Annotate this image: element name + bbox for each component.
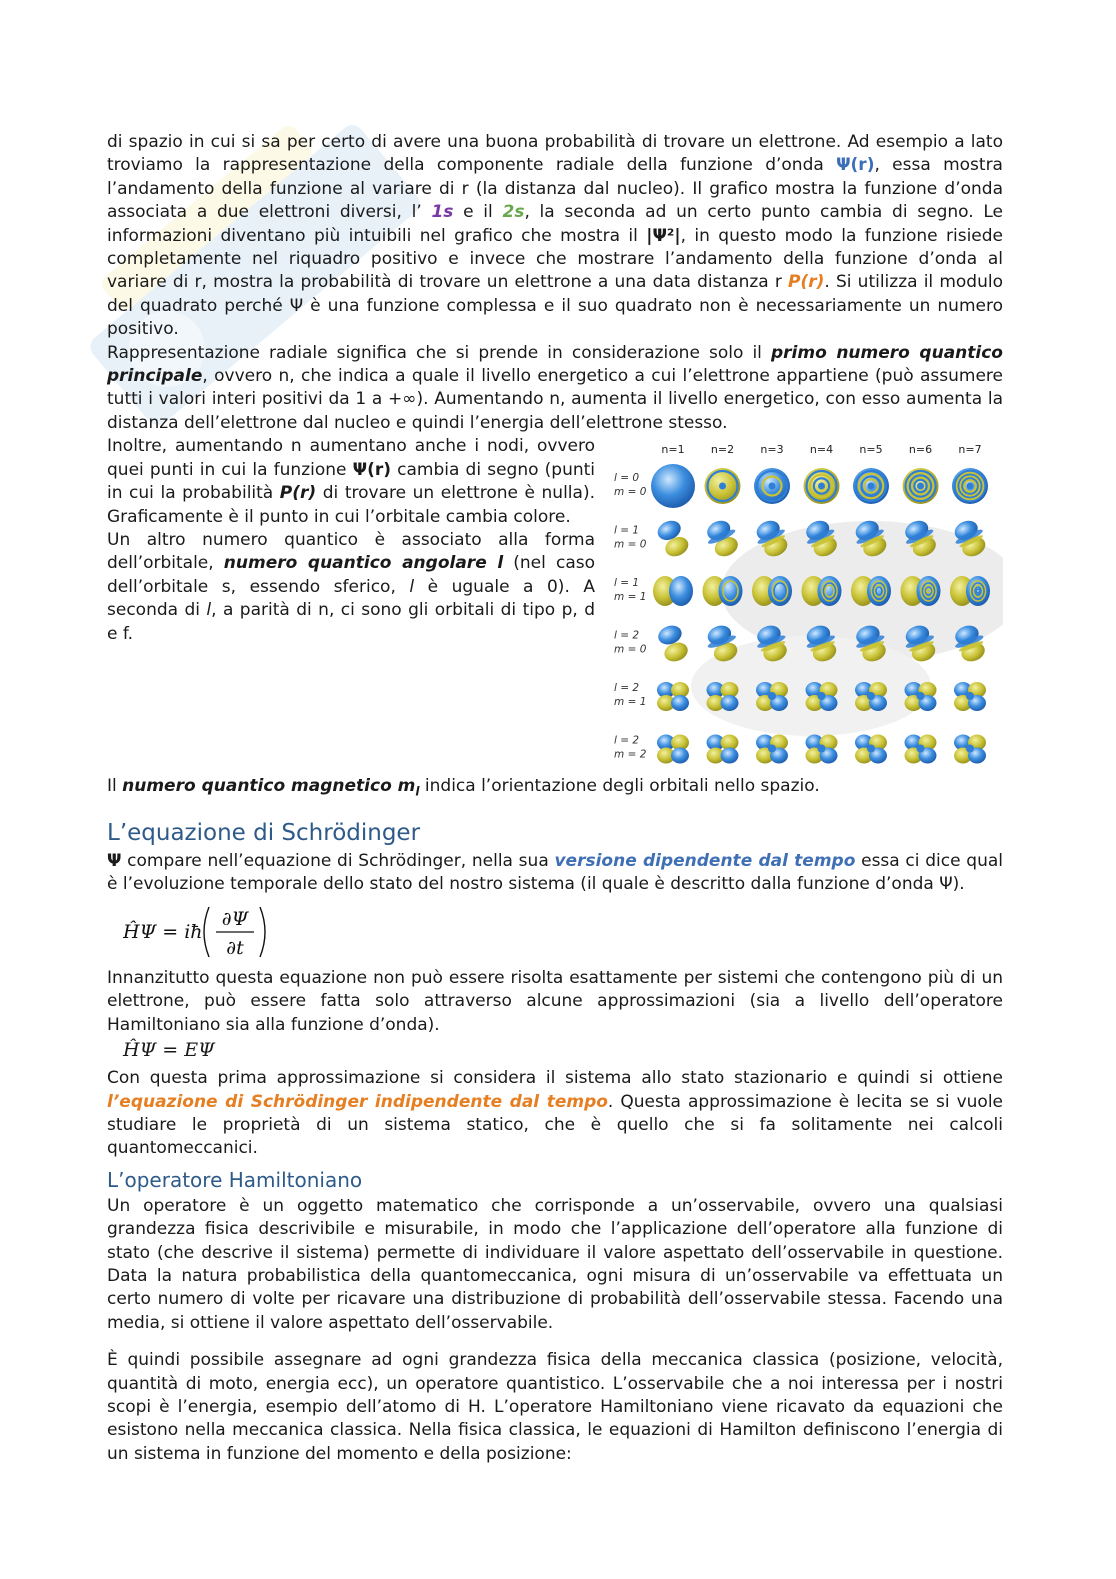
paragraph-angular-quantum-number: Un altro numero quantico è associato alla forma dell’orbitale, numero quantico angolare l (nel caso dell’orbitale s, essendo sferico, l è uguale a 0). A seconda di l, a parità di n, ci sono gli orbitali di tipo p, d e f.	[107, 529, 595, 644]
heading-schrodinger: L’equazione di Schrödinger	[107, 820, 421, 847]
orbital-cell	[905, 682, 937, 711]
orbital-cell	[754, 468, 790, 504]
paragraph-approximations: Innanzitutto questa equazione non può essere risolta esattamente per sistemi che contengono più di un elettrone, può essere fatta solo attraverso alcune approssimazioni (sia a livello dell’operatore Hamiltoniano sia alla funzione d’onda).	[107, 967, 1003, 1035]
paragraph-principal-quantum-number: Rappresentazione radiale significa che si prende in considerazione solo il primo numero quantico principale, ovvero n, che indica a quale il livello energetico a cui l’elettrone appartiene (può assumere tutti i valori interi positivi da 1 a +∞). Aumentando n, aumenta il livello energetico, con esso aumenta la distanza dell’elettrone dal nucleo e quindi l’energia dell’elettrone stesso.	[107, 342, 1003, 433]
equation-time-dependent	[123, 901, 1003, 963]
column-label: n=1	[661, 443, 685, 457]
paragraph-hamilton-equations: È quindi possibile assegnare ad ogni grandezza fisica della meccanica classica (posizione, velocità, quantità di moto, energia ecc), un operatore quantistico. L’osservabile che a noi interessa per i nostri scopi è l’energia, esempio dell’atomo di H. L’operatore Hamiltoniano viene ricavato da equazioni che esistono nella meccanica classica. Nella fisica classica, le equazioni di Hamilton definiscono l’energia di un sistema in funzione del momento e della posizione:	[107, 1350, 1003, 1464]
column-label: n=4	[809, 443, 834, 457]
column-label: n=7	[958, 443, 982, 457]
column-label: n=5	[859, 443, 883, 457]
orbital-cell	[756, 682, 788, 711]
orbital-cell	[901, 576, 941, 606]
orbital-cell	[905, 735, 937, 764]
orbital-cell	[806, 735, 838, 764]
row-label-l: l = 2	[614, 629, 640, 642]
paragraph-stationary-state: Con questa prima approssimazione si considera il sistema allo stato stazionario e quindi si ottiene l’equazione di Schrödinger indipendente dal tempo. Questa approssimazione è lecita se si vuole studiare le proprietà di un sistema statico, che è quello che si fa solitamente nei calcoli quantomeccanici.	[107, 1068, 1004, 1159]
orbital-cell	[653, 576, 693, 606]
orbital-cell	[855, 682, 887, 711]
orbital-cell	[806, 682, 838, 711]
orbital-cell	[851, 576, 891, 606]
row-label-l: l = 1	[614, 524, 640, 537]
row-label-m: m = 0	[614, 643, 647, 656]
orbital-cell	[651, 464, 695, 508]
document-page	[107, 131, 1003, 1466]
equation-numerator: ∂Ψ	[221, 907, 249, 930]
orbital-cell	[804, 468, 840, 504]
orbital-cell	[952, 468, 988, 504]
row-label-l: l = 2	[614, 734, 640, 747]
paragraph-radial-function: di spazio in cui si sa per certo di avere una buona probabilità di trovare un elettrone. Ad esempio a lato troviamo la rappresentazione della componente radiale della funzione d’onda Ψ(r), essa mostra l’andamento della funzione al variare di r (la distanza dal nucleo). Il grafico mostra la funzione d’onda associata a due elettroni diversi, l’ 1s e il 2s, la seconda ad un certo punto cambia di segno. Le informazioni diventano più intuibili nel grafico che mostra il |Ψ²|, in questo modo la funzione risiede completamente nel riquadro positivo e invece che mostrare l’andamento della funzione d’onda al variare di r, mostra la probabilità di trovare un elettrone a una data distanza r P(r). Si utilizza il modulo del quadrato perché Ψ è una funzione complessa e il suo quadrato non è necessariamente un numero positivo.	[107, 132, 1004, 340]
row-label-m: m = 2	[614, 748, 647, 761]
orbitals-grid	[611, 441, 1003, 771]
column-label: n=3	[760, 443, 784, 457]
paragraph-time-dependent: Ψ compare nell’equazione di Schrödinger, nella sua versione dipendente dal tempo essa ci dice qual è l’evoluzione temporale dello stato del nostro sistema (il quale è descritto dalla funzione d’onda Ψ).	[107, 851, 1003, 895]
equation-svg	[123, 901, 323, 963]
orbital-cell	[802, 576, 842, 606]
paragraph-magnetic-quantum-number: Il numero quantico magnetico $m_l$ indica l’orientazione degli orbitali nello spazio.	[107, 776, 820, 799]
orbitals-figure	[611, 441, 1003, 771]
row-label-m: m = 1	[614, 696, 647, 709]
orbital-cell	[705, 468, 741, 504]
orbital-cell	[903, 468, 939, 504]
equation-lhs: ĤΨ = iħ	[123, 920, 203, 943]
orbital-cell	[954, 682, 986, 711]
orbital-cell	[752, 576, 792, 606]
row-label-m: m = 0	[614, 486, 647, 499]
orbital-cell	[855, 735, 887, 764]
orbital-cell	[950, 576, 990, 606]
row-label-l: l = 2	[614, 682, 640, 695]
row-label-m: m = 1	[614, 591, 647, 604]
orbital-cell	[756, 735, 788, 764]
equation-time-independent: ĤΨ = EΨ	[123, 1039, 215, 1062]
column-label: n=2	[710, 443, 735, 457]
heading-hamiltonian-operator: L’operatore Hamiltoniano	[107, 1167, 363, 1192]
column-label: n=6	[908, 443, 933, 457]
equation-denominator: ∂t	[226, 936, 244, 959]
row-label-l: l = 1	[614, 577, 640, 590]
paragraph-operator-definition: Un operatore è un oggetto matematico che corrisponde a un’osservabile, ovvero una qualsiasi grandezza fisica descrivibile e misurabile, in modo che l’applicazione dell’operatore alla funzione di stato (che descrive il sistema) permette di individuare il valore aspettato dell’osservabile in questione. Data la natura probabilistica della quantomeccanica, ogni misura di un’osservabile va effettuata un certo numero di volte per ricavare una distribuzione di probabilità dell’osservabile stessa. Facendo una media, si ottiene il valore aspettato dell’osservabile.	[107, 1195, 1003, 1333]
orbital-cell	[954, 735, 986, 764]
row-label-m: m = 0	[614, 538, 647, 551]
orbital-cell	[703, 576, 743, 606]
paragraph-nodes: Inoltre, aumentando n aumentano anche i nodi, ovvero quei punti in cui la funzione Ψ(r) cambia di segno (punti in cui la probabilità P(r) di trovare un elettrone è nulla). Graficamente è il punto in cui l’orbitale cambia colore.	[107, 436, 596, 527]
row-label-l: l = 0	[614, 472, 640, 485]
orbital-cell	[853, 468, 889, 504]
